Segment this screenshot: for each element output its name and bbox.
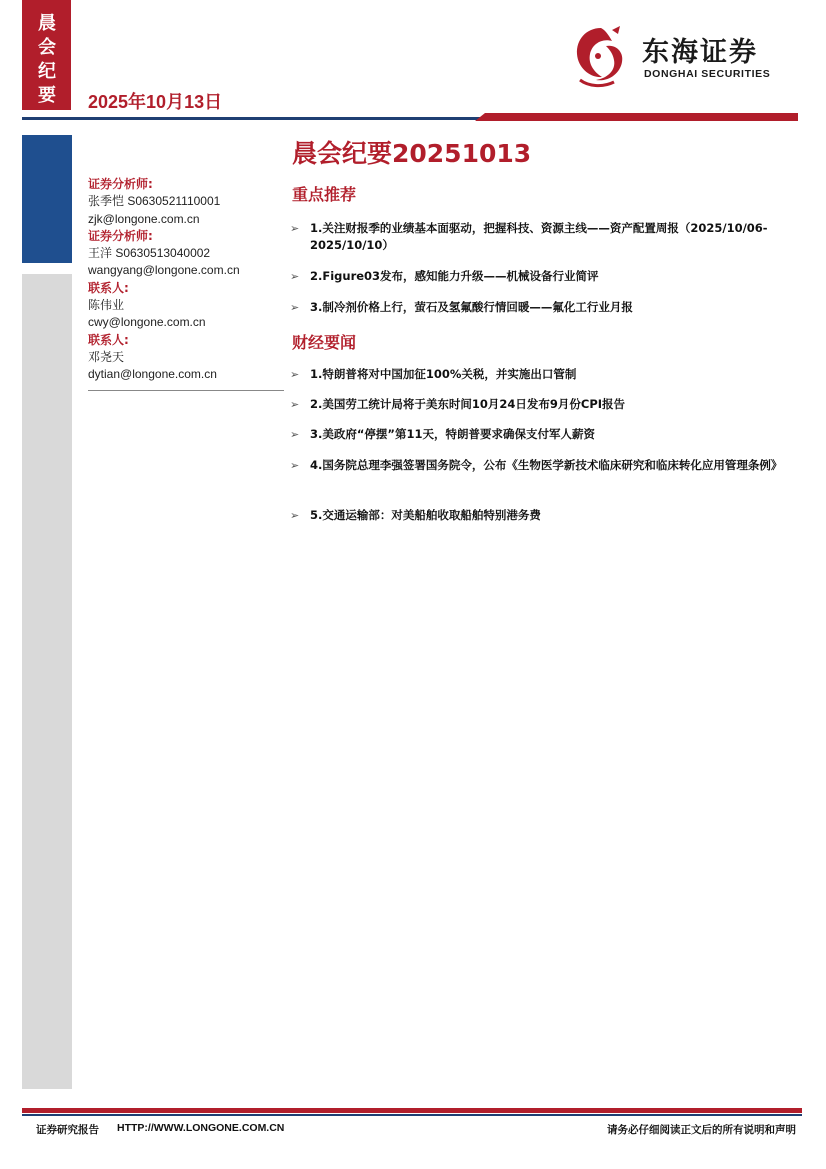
- recommend-item[interactable]: [290, 220, 800, 254]
- analyst-info: [88, 176, 284, 384]
- contact-label: 联系人:: [88, 280, 129, 295]
- report-date: 2025年10月13日: [88, 92, 223, 112]
- recommend-item[interactable]: [290, 299, 800, 316]
- contact-email[interactable]: cwy@longone.com.cn: [88, 315, 206, 330]
- bullet-arrow-icon: ➢: [290, 509, 300, 522]
- header-rule-red: [475, 113, 798, 121]
- sidebar-accent-blue: [22, 135, 72, 263]
- bullet-arrow-icon: ➢: [290, 301, 300, 314]
- news-item[interactable]: [290, 366, 800, 383]
- bullet-arrow-icon: ➢: [290, 270, 300, 283]
- analyst-email[interactable]: zjk@longone.com.cn: [88, 211, 200, 226]
- footer-rule-red: [22, 1108, 802, 1113]
- section-title-news: 财经要闻: [292, 333, 357, 352]
- news-item[interactable]: [290, 426, 800, 443]
- company-logo: [568, 22, 798, 92]
- bullet-arrow-icon: ➢: [290, 459, 300, 472]
- analyst-name: 张季恺 S0630521110001: [88, 194, 221, 209]
- contact-name: 陈伟业: [88, 298, 125, 313]
- recommend-item-text: 2.Figure03发布，感知能力升级——机械设备行业简评: [310, 269, 599, 283]
- contact-email[interactable]: dytian@longone.com.cn: [88, 367, 217, 382]
- analyst-name: 王洋 S0630513040002: [88, 246, 211, 261]
- news-item[interactable]: [290, 457, 800, 474]
- analyst-label: 证券分析师:: [88, 228, 153, 243]
- recommend-item[interactable]: [290, 268, 800, 285]
- footer-website-link[interactable]: HTTP://WWW.LONGONE.COM.CN: [117, 1122, 285, 1134]
- bullet-arrow-icon: ➢: [290, 398, 300, 411]
- sidebar-accent-gray: [22, 274, 72, 1089]
- news-item-text: 2.美国劳工统计局将于美东时间10月24日发布9月份CPI报告: [310, 397, 626, 411]
- logo-chinese-name: 东海证券: [642, 37, 758, 68]
- news-item-text: 3.美政府“停摆”第11天，特朗普要求确保支付军人薪资: [310, 427, 595, 441]
- recommend-item-text: 1.关注财报季的业绩基本面驱动，把握科技、资源主线——资产配置周报（2025/10/06-2025/10/10）: [310, 221, 768, 252]
- analyst-email[interactable]: wangyang@longone.com.cn: [88, 263, 240, 278]
- section-title-recommend: 重点推荐: [292, 185, 357, 204]
- footer-report-label: 证券研究报告: [36, 1124, 99, 1136]
- footer-rule-blue: [22, 1114, 802, 1116]
- footer-disclaimer: 请务必仔细阅读正文后的所有说明和声明: [607, 1124, 796, 1136]
- news-item[interactable]: [290, 396, 800, 413]
- analyst-label: 证券分析师:: [88, 177, 153, 191]
- dragon-logo-icon: [568, 22, 634, 92]
- contact-label: 联系人:: [88, 332, 129, 347]
- news-item-text: 5.交通运输部：对美船舶收取船舶特别港务费: [310, 508, 541, 522]
- analyst-divider: [88, 390, 284, 391]
- contact-name: 邓尧天: [88, 349, 125, 364]
- news-item-text: 4.国务院总理李强签署国务院令，公布《生物医学新技术临床研究和临床转化应用管理条例》: [310, 458, 783, 472]
- news-item-text: 1.特朗普将对中国加征100%关税，并实施出口管制: [310, 367, 577, 381]
- logo-english-name: DONGHAI SECURITIES: [644, 68, 771, 80]
- bullet-arrow-icon: ➢: [290, 222, 300, 235]
- bullet-arrow-icon: ➢: [290, 368, 300, 381]
- news-item[interactable]: [290, 507, 800, 524]
- bullet-arrow-icon: ➢: [290, 428, 300, 441]
- page-title: 晨会纪要20251013: [292, 139, 532, 168]
- recommend-item-text: 3.制冷剂价格上行，萤石及氢氟酸行情回暖——氟化工行业月报: [310, 300, 633, 314]
- report-type-tag-text: 晨会纪要: [38, 13, 56, 106]
